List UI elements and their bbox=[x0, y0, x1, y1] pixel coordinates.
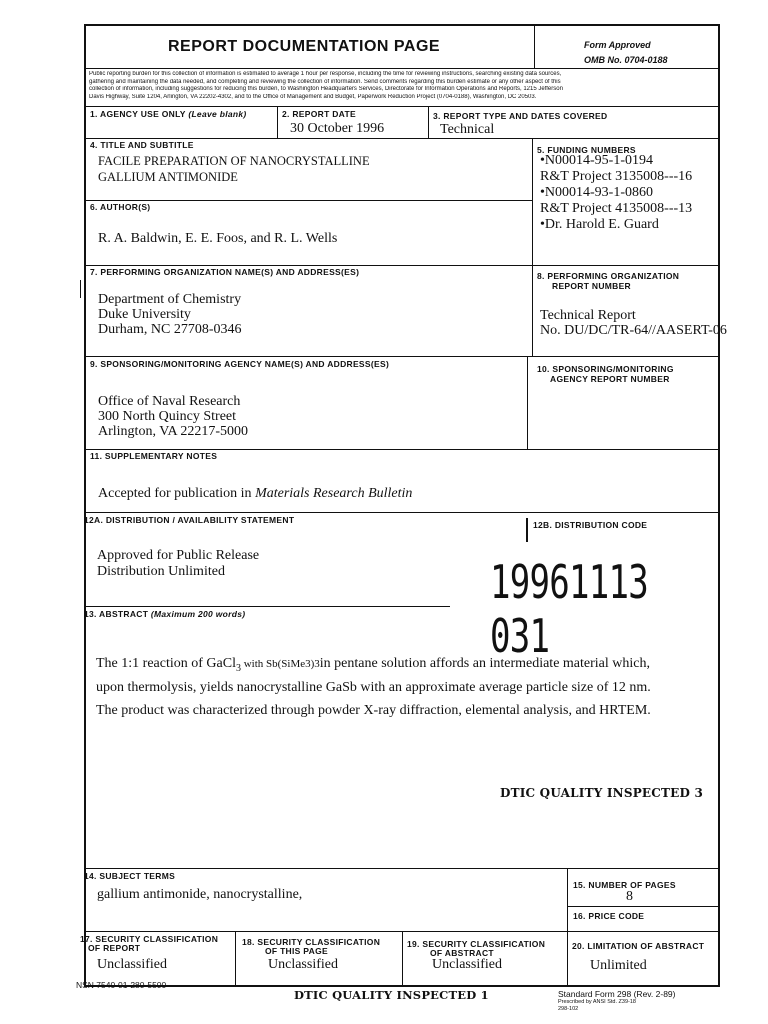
performing-org-label: 7. PERFORMING ORGANIZATION NAME(S) AND ADDRESS(ES) bbox=[90, 267, 360, 277]
sponsoring-report-label: 10. SPONSORING/MONITORING bbox=[537, 364, 674, 374]
performing-report-label: 8. PERFORMING ORGANIZATION bbox=[537, 271, 680, 281]
subject-value: gallium antimonide, nanocrystalline, bbox=[97, 887, 303, 902]
limitation-value: Unlimited bbox=[590, 958, 647, 973]
funding-line: •N00014-95-1-0194 bbox=[540, 153, 653, 168]
distribution-divider bbox=[526, 518, 528, 542]
performing-divider bbox=[532, 266, 533, 356]
funding-line: •N00014-93-1-0860 bbox=[540, 185, 653, 200]
classification-report-value: Unclassified bbox=[97, 957, 167, 972]
limitation-label: 20. LIMITATION OF ABSTRACT bbox=[572, 941, 705, 951]
row-rule bbox=[85, 512, 719, 513]
row-rule bbox=[85, 449, 719, 450]
report-date-value: 30 October 1996 bbox=[290, 121, 385, 136]
pages-label: 15. NUMBER OF PAGES bbox=[573, 880, 676, 890]
org-line: Department of Chemistry bbox=[98, 292, 242, 307]
agency-use-label: 1. AGENCY USE ONLY (Leave blank) bbox=[90, 109, 247, 119]
classification-page-value: Unclassified bbox=[268, 957, 338, 972]
price-code-label: 16. PRICE CODE bbox=[573, 911, 645, 921]
quality-stamp: DTIC QUALITY INSPECTED 3 bbox=[500, 786, 704, 800]
supplementary-label: 11. SUPPLEMENTARY NOTES bbox=[90, 451, 218, 461]
report-title-line2: GALLIUM ANTIMONIDE bbox=[98, 170, 238, 184]
classification-page-label: OF THIS PAGE bbox=[265, 946, 328, 956]
performing-report-line2: No. DU/DC/TR-64//AASERT-06 bbox=[540, 323, 727, 338]
sponsoring-divider bbox=[527, 357, 528, 449]
classification-page-label: 18. SECURITY CLASSIFICATION bbox=[242, 937, 381, 947]
form-code: 298-102 bbox=[558, 1006, 579, 1012]
funding-line: R&T Project 3135008---16 bbox=[540, 169, 693, 184]
burden-line: gathering and maintaining the data needed, and completing and reviewing the collection of information. Send comments regarding this burden estimate or any other aspect of this bbox=[89, 78, 561, 85]
abstract-label: 13. ABSTRACT (Maximum 200 words) bbox=[84, 609, 246, 619]
row1-divider bbox=[277, 107, 278, 138]
sponsor-line: Office of Naval Research bbox=[98, 394, 241, 409]
margin-mark bbox=[80, 280, 81, 298]
classification-divider bbox=[567, 932, 568, 986]
row1-divider bbox=[428, 107, 429, 138]
sponsor-line: 300 North Quincy Street bbox=[98, 409, 237, 424]
distribution-line2: Distribution Unlimited bbox=[97, 564, 225, 579]
row-rule bbox=[85, 138, 719, 139]
sponsor-line: Arlington, VA 22217-5000 bbox=[98, 424, 248, 439]
abstract-line1: The 1:1 reaction of GaCl$_3$ with Sb(SiMe3)3in pentane solution affords an intermediate material which, bbox=[96, 656, 650, 674]
classification-abstract-label: OF ABSTRACT bbox=[430, 948, 494, 958]
sponsoring-label: 9. SPONSORING/MONITORING AGENCY NAME(S) AND ADDRESS(ES) bbox=[90, 359, 390, 369]
authors-value: R. A. Baldwin, E. E. Foos, and R. L. Wells bbox=[98, 231, 338, 246]
margin-mark bbox=[718, 600, 719, 624]
funding-divider bbox=[532, 139, 533, 265]
subject-label: 14. SUBJECT TERMS bbox=[84, 871, 176, 881]
form-title: REPORT DOCUMENTATION PAGE bbox=[168, 38, 441, 55]
classification-divider bbox=[402, 932, 403, 986]
abstract-line3: The product was characterized through powder X-ray diffraction, elemental analysis, and HRTEM. bbox=[96, 703, 651, 718]
burden-line: Public reporting burden for this collection of information is estimated to average 1 hour per response, including the time for reviewing instructions, searching existing data sources, bbox=[89, 71, 562, 77]
performing-report-label: REPORT NUMBER bbox=[552, 281, 631, 291]
row-rule bbox=[85, 106, 719, 107]
report-title-line1: FACILE PREPARATION OF NANOCRYSTALLINE bbox=[98, 154, 370, 168]
header-divider bbox=[534, 25, 535, 69]
supplementary-note: Accepted for publication in Materials Research Bulletin bbox=[98, 486, 413, 501]
classification-abstract-value: Unclassified bbox=[432, 957, 502, 972]
report-type-value: Technical bbox=[440, 122, 495, 137]
classification-abstract-label: 19. SECURITY CLASSIFICATION bbox=[407, 939, 546, 949]
abstract-line2: upon thermolysis, yields nanocrystalline GaSb with an approximate average particle size of 12 nm. bbox=[96, 680, 651, 695]
burden-statement bbox=[89, 71, 717, 101]
subject-divider bbox=[567, 869, 568, 931]
distribution-code-label: 12B. DISTRIBUTION CODE bbox=[533, 520, 648, 530]
accession-number: 19961113 031 bbox=[490, 555, 649, 663]
row-rule bbox=[567, 906, 719, 907]
pages-value: 8 bbox=[626, 889, 633, 904]
funding-line: R&T Project 4135008---13 bbox=[540, 201, 693, 216]
funding-label: 5. FUNDING NUMBERS bbox=[537, 145, 636, 155]
burden-line: Davis Highway, Suite 1204, Arlington, VA 22202-4302, and to the Office of Management and Budget, Paperwork Reduction Project (0704-0188), Washington, DC 20503. bbox=[89, 93, 537, 100]
form-approved: Form Approved bbox=[584, 40, 651, 50]
row-rule bbox=[85, 868, 719, 869]
footer-quality-stamp: DTIC QUALITY INSPECTED 1 bbox=[294, 988, 489, 1002]
prescribed-by: Prescribed by ANSI Std. Z39-18 bbox=[558, 999, 636, 1005]
omb-number: OMB No. 0704-0188 bbox=[584, 55, 668, 65]
funding-line: •Dr. Harold E. Guard bbox=[540, 217, 659, 232]
row-rule bbox=[85, 265, 719, 266]
distribution-label: 12A. DISTRIBUTION / AVAILABILITY STATEMENT bbox=[84, 515, 295, 525]
performing-report-line1: Technical Report bbox=[540, 308, 636, 323]
title-label: 4. TITLE AND SUBTITLE bbox=[90, 140, 194, 150]
standard-form: Standard Form 298 (Rev. 2-89) bbox=[558, 989, 676, 999]
header-rule bbox=[85, 68, 719, 69]
burden-line: collection of information, including suggestions for reducing this burden, to Washington Headquarters Services, Directorate for Information Operations and Reports, 1215 Jefferson bbox=[89, 86, 563, 92]
org-line: Duke University bbox=[98, 307, 191, 322]
row-rule bbox=[84, 606, 450, 607]
report-type-label: 3. REPORT TYPE AND DATES COVERED bbox=[433, 111, 608, 121]
classification-report-label: 17. SECURITY CLASSIFICATION bbox=[80, 934, 219, 944]
nsn-number: NSN 7540-01-280-5500 bbox=[76, 980, 167, 990]
row-rule bbox=[85, 356, 719, 357]
classification-report-label: OF REPORT bbox=[88, 943, 141, 953]
authors-label: 6. AUTHOR(S) bbox=[90, 202, 151, 212]
classification-divider bbox=[235, 932, 236, 986]
distribution-line1: Approved for Public Release bbox=[97, 548, 260, 563]
report-date-label: 2. REPORT DATE bbox=[282, 109, 356, 119]
sponsoring-report-label: AGENCY REPORT NUMBER bbox=[550, 374, 670, 384]
row-rule bbox=[85, 200, 532, 201]
org-line: Durham, NC 27708-0346 bbox=[98, 322, 242, 337]
